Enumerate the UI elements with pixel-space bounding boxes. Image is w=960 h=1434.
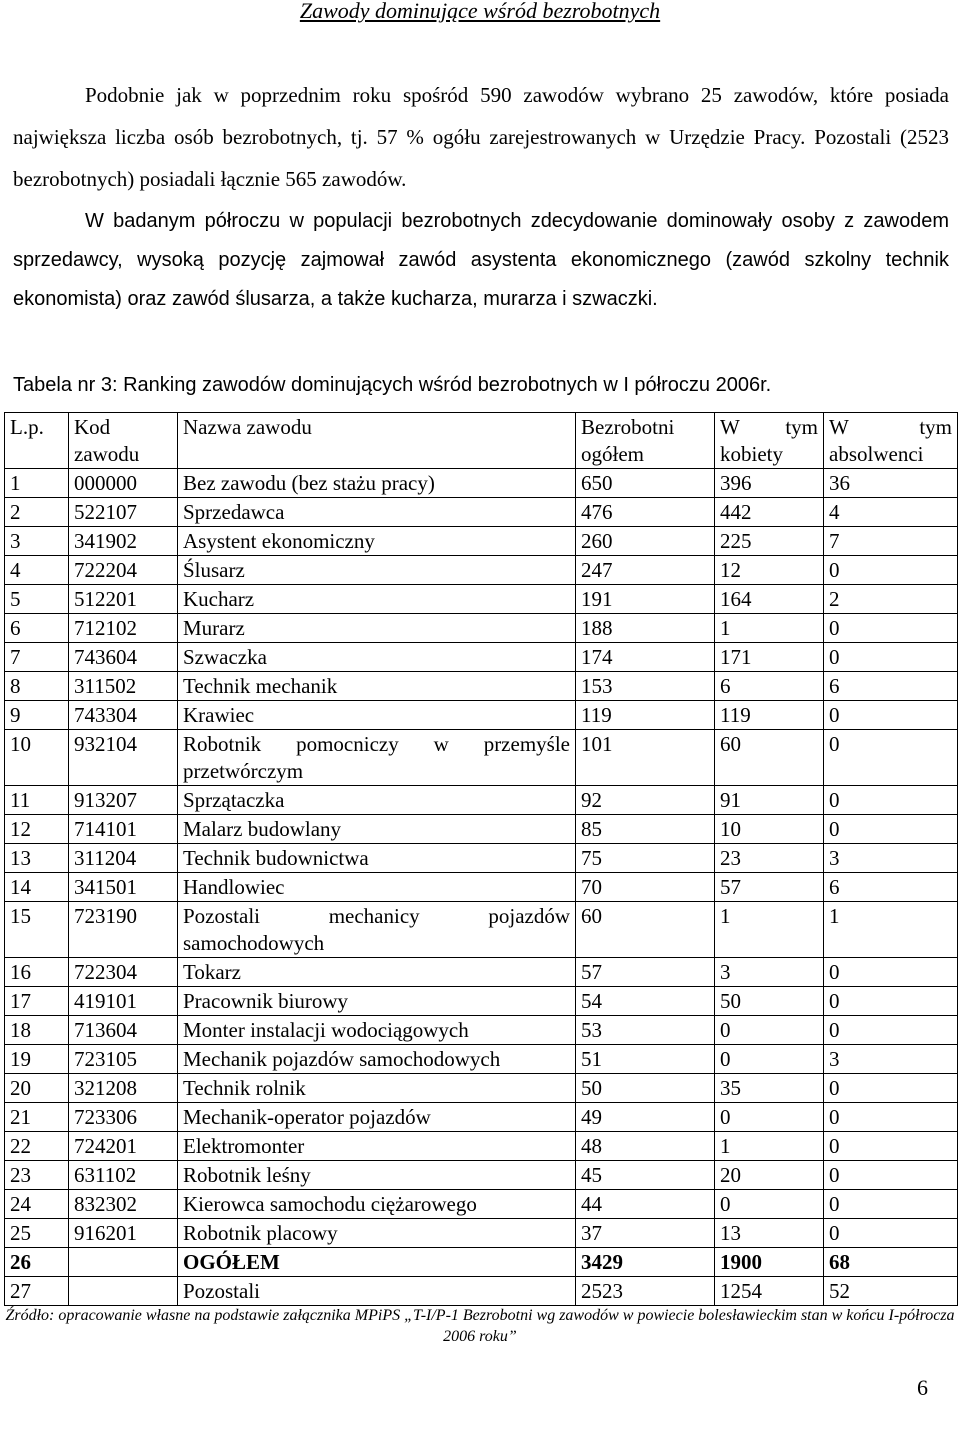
cell-graduates: 0: [824, 556, 958, 585]
cell-code: 712102: [69, 614, 178, 643]
cell-lp: 10: [5, 730, 69, 786]
cell-name: Sprzedawca: [178, 498, 576, 527]
table-row: [5, 1103, 958, 1132]
cell-graduates: 0: [824, 643, 958, 672]
section-heading: Zawody dominujące wśród bezrobotnych: [299, 0, 661, 23]
cell-women: 1: [715, 902, 824, 958]
table-row: [5, 469, 958, 498]
cell-name: Monter instalacji wodociągowych: [178, 1016, 576, 1045]
cell-total: 57: [576, 958, 715, 987]
cell-graduates: 0: [824, 1161, 958, 1190]
cell-code: 913207: [69, 786, 178, 815]
cell-name: Handlowiec: [178, 873, 576, 902]
cell-lp: 24: [5, 1190, 69, 1219]
table-row: [5, 844, 958, 873]
cell-total: 37: [576, 1219, 715, 1248]
table-body: [5, 469, 958, 1306]
cell-name: Mechanik-operator pojazdów: [178, 1103, 576, 1132]
cell-graduates: 0: [824, 1074, 958, 1103]
table-row: [5, 614, 958, 643]
cell-name: Kierowca samochodu ciężarowego: [178, 1190, 576, 1219]
cell-graduates: 0: [824, 1016, 958, 1045]
cell-total: 191: [576, 585, 715, 614]
cell-women: 225: [715, 527, 824, 556]
cell-total: 3429: [576, 1248, 715, 1277]
cell-name: Sprzątaczka: [178, 786, 576, 815]
cell-women: 0: [715, 1103, 824, 1132]
cell-lp: 23: [5, 1161, 69, 1190]
cell-code: 743304: [69, 701, 178, 730]
cell-women: 119: [715, 701, 824, 730]
table-row: [5, 672, 958, 701]
cell-total: 650: [576, 469, 715, 498]
table-header-row: [5, 413, 958, 469]
cell-women: 60: [715, 730, 824, 786]
table-row: [5, 643, 958, 672]
header-lp: L.p.: [5, 413, 69, 469]
table-row: [5, 1132, 958, 1161]
cell-women: 164: [715, 585, 824, 614]
cell-graduates: 52: [824, 1277, 958, 1306]
header-women: W tym kobiety: [715, 413, 824, 469]
cell-women: 1: [715, 1132, 824, 1161]
cell-lp: 22: [5, 1132, 69, 1161]
cell-graduates: 3: [824, 844, 958, 873]
cell-code: 522107: [69, 498, 178, 527]
cell-name: Technik mechanik: [178, 672, 576, 701]
cell-code: 743604: [69, 643, 178, 672]
cell-lp: 15: [5, 902, 69, 958]
cell-women: 0: [715, 1045, 824, 1074]
header-code: Kod zawodu: [69, 413, 178, 469]
cell-graduates: 36: [824, 469, 958, 498]
cell-name: Technik budownictwa: [178, 844, 576, 873]
cell-code: 723306: [69, 1103, 178, 1132]
intro-paragraph: Podobnie jak w poprzednim roku spośród 590 zawodów wybrano 25 zawodów, które posiada największa liczba osób bezrobotnych, tj. 57 % ogółu zarejestrowanych w Urzędzie Pracy. Pozostali (2523 bezrobotnych) posiadali łącznie 565 zawodów.: [13, 83, 949, 191]
cell-name: Krawiec: [178, 701, 576, 730]
cell-code: 723190: [69, 902, 178, 958]
cell-women: 0: [715, 1016, 824, 1045]
cell-lp: 14: [5, 873, 69, 902]
cell-lp: 13: [5, 844, 69, 873]
cell-lp: 26: [5, 1248, 69, 1277]
cell-lp: 2: [5, 498, 69, 527]
cell-lp: 4: [5, 556, 69, 585]
cell-lp: 7: [5, 643, 69, 672]
cell-graduates: 4: [824, 498, 958, 527]
header-name: Nazwa zawodu: [178, 413, 576, 469]
cell-women: 35: [715, 1074, 824, 1103]
table-row: [5, 958, 958, 987]
cell-women: 50: [715, 987, 824, 1016]
cell-lp: 1: [5, 469, 69, 498]
cell-lp: 6: [5, 614, 69, 643]
cell-lp: 11: [5, 786, 69, 815]
table-row: [5, 873, 958, 902]
table-row: [5, 1016, 958, 1045]
cell-lp: 25: [5, 1219, 69, 1248]
cell-total: 92: [576, 786, 715, 815]
cell-code: 512201: [69, 585, 178, 614]
cell-name: Technik rolnik: [178, 1074, 576, 1103]
cell-graduates: 0: [824, 1190, 958, 1219]
cell-name: Pozostali: [178, 1277, 576, 1306]
cell-lp: 20: [5, 1074, 69, 1103]
cell-graduates: 0: [824, 701, 958, 730]
cell-graduates: 0: [824, 987, 958, 1016]
ranking-table: [4, 412, 958, 1306]
cell-total: 53: [576, 1016, 715, 1045]
table-row: [5, 1248, 958, 1277]
cell-women: 1: [715, 614, 824, 643]
cell-code: 713604: [69, 1016, 178, 1045]
cell-total: 247: [576, 556, 715, 585]
cell-total: 153: [576, 672, 715, 701]
cell-name: Murarz: [178, 614, 576, 643]
cell-women: 396: [715, 469, 824, 498]
cell-women: 13: [715, 1219, 824, 1248]
table-row: [5, 1190, 958, 1219]
cell-name: Asystent ekonomiczny: [178, 527, 576, 556]
cell-graduates: 0: [824, 815, 958, 844]
cell-name: Szwaczka: [178, 643, 576, 672]
cell-graduates: 0: [824, 1132, 958, 1161]
cell-code: 723105: [69, 1045, 178, 1074]
cell-name: Elektromonter: [178, 1132, 576, 1161]
cell-total: 75: [576, 844, 715, 873]
cell-code: 631102: [69, 1161, 178, 1190]
cell-total: 49: [576, 1103, 715, 1132]
cell-women: 20: [715, 1161, 824, 1190]
cell-name: Pozostali mechanicy pojazdów samochodowych: [178, 902, 576, 958]
cell-women: 442: [715, 498, 824, 527]
table-row: [5, 786, 958, 815]
cell-code: [69, 1248, 178, 1277]
cell-graduates: 0: [824, 786, 958, 815]
cell-women: 0: [715, 1190, 824, 1219]
cell-graduates: 7: [824, 527, 958, 556]
cell-code: 341902: [69, 527, 178, 556]
cell-name: Pracownik biurowy: [178, 987, 576, 1016]
cell-graduates: 0: [824, 1219, 958, 1248]
cell-lp: 5: [5, 585, 69, 614]
table-row: [5, 1161, 958, 1190]
cell-women: 171: [715, 643, 824, 672]
cell-total: 48: [576, 1132, 715, 1161]
cell-code: [69, 1277, 178, 1306]
cell-lp: 12: [5, 815, 69, 844]
cell-total: 70: [576, 873, 715, 902]
cell-lp: 16: [5, 958, 69, 987]
cell-total: 174: [576, 643, 715, 672]
cell-lp: 9: [5, 701, 69, 730]
page-number: 6: [917, 1375, 928, 1400]
cell-women: 91: [715, 786, 824, 815]
table-row: [5, 498, 958, 527]
cell-graduates: 2: [824, 585, 958, 614]
cell-graduates: 0: [824, 958, 958, 987]
cell-name: Robotnik leśny: [178, 1161, 576, 1190]
cell-total: 60: [576, 902, 715, 958]
cell-total: 51: [576, 1045, 715, 1074]
table-row: [5, 556, 958, 585]
cell-graduates: 0: [824, 614, 958, 643]
cell-graduates: 68: [824, 1248, 958, 1277]
table-row: [5, 1074, 958, 1103]
table-row: [5, 902, 958, 958]
cell-graduates: 6: [824, 873, 958, 902]
cell-graduates: 6: [824, 672, 958, 701]
cell-graduates: 0: [824, 730, 958, 786]
cell-lp: 18: [5, 1016, 69, 1045]
cell-women: 23: [715, 844, 824, 873]
table-row: [5, 987, 958, 1016]
cell-total: 50: [576, 1074, 715, 1103]
cell-name: Tokarz: [178, 958, 576, 987]
cell-code: 722304: [69, 958, 178, 987]
cell-total: 101: [576, 730, 715, 786]
cell-name: Bez zawodu (bez stażu pracy): [178, 469, 576, 498]
cell-code: 932104: [69, 730, 178, 786]
header-total: Bezrobotni ogółem: [576, 413, 715, 469]
cell-lp: 21: [5, 1103, 69, 1132]
cell-code: 714101: [69, 815, 178, 844]
cell-name: Malarz budowlany: [178, 815, 576, 844]
cell-name: Kucharz: [178, 585, 576, 614]
cell-graduates: 1: [824, 902, 958, 958]
cell-lp: 19: [5, 1045, 69, 1074]
cell-women: 12: [715, 556, 824, 585]
header-graduates: W tym absolwenci: [824, 413, 958, 469]
cell-women: 6: [715, 672, 824, 701]
cell-total: 2523: [576, 1277, 715, 1306]
cell-graduates: 0: [824, 1103, 958, 1132]
cell-lp: 17: [5, 987, 69, 1016]
cell-women: 1900: [715, 1248, 824, 1277]
table-row: [5, 585, 958, 614]
cell-total: 45: [576, 1161, 715, 1190]
cell-total: 260: [576, 527, 715, 556]
cell-name: Robotnik placowy: [178, 1219, 576, 1248]
cell-total: 188: [576, 614, 715, 643]
cell-code: 000000: [69, 469, 178, 498]
cell-name: Ślusarz: [178, 556, 576, 585]
cell-code: 311502: [69, 672, 178, 701]
cell-name: OGÓŁEM: [178, 1248, 576, 1277]
cell-women: 57: [715, 873, 824, 902]
source-note: Źródło: opracowanie własne na podstawie załącznika MPiPS „T-I/P-1 Bezrobotni wg zawodów w powiecie bolesławieckim stan w końcu I-półrocza 2006 roku”: [5, 1307, 955, 1345]
cell-lp: 8: [5, 672, 69, 701]
cell-code: 722204: [69, 556, 178, 585]
table-row: [5, 1277, 958, 1306]
cell-lp: 3: [5, 527, 69, 556]
cell-total: 119: [576, 701, 715, 730]
cell-name: Robotnik pomocniczy w przemyśle przetwórczym: [178, 730, 576, 786]
cell-code: 832302: [69, 1190, 178, 1219]
cell-code: 311204: [69, 844, 178, 873]
table-row: [5, 527, 958, 556]
cell-total: 85: [576, 815, 715, 844]
cell-code: 724201: [69, 1132, 178, 1161]
cell-total: 476: [576, 498, 715, 527]
analysis-paragraph: W badanym półroczu w populacji bezrobotnych zdecydowanie dominowały osoby z zawodem sprzedawcy, wysoką pozycję zajmował zawód asystenta ekonomicznego (zawód szkolny technik ekonomista) oraz zawód ślusarza, a także kucharza, murarza i szwaczki.: [13, 210, 949, 310]
cell-total: 44: [576, 1190, 715, 1219]
cell-name: Mechanik pojazdów samochodowych: [178, 1045, 576, 1074]
cell-women: 10: [715, 815, 824, 844]
cell-graduates: 3: [824, 1045, 958, 1074]
cell-code: 916201: [69, 1219, 178, 1248]
cell-lp: 27: [5, 1277, 69, 1306]
table-row: [5, 815, 958, 844]
table-row: [5, 1045, 958, 1074]
cell-women: 1254: [715, 1277, 824, 1306]
table-row: [5, 701, 958, 730]
cell-total: 54: [576, 987, 715, 1016]
table-row: [5, 1219, 958, 1248]
cell-code: 321208: [69, 1074, 178, 1103]
cell-women: 3: [715, 958, 824, 987]
cell-code: 341501: [69, 873, 178, 902]
table-caption: Tabela nr 3: Ranking zawodów dominujących wśród bezrobotnych w I półroczu 2006r.: [13, 374, 772, 396]
table-row: [5, 730, 958, 786]
cell-code: 419101: [69, 987, 178, 1016]
